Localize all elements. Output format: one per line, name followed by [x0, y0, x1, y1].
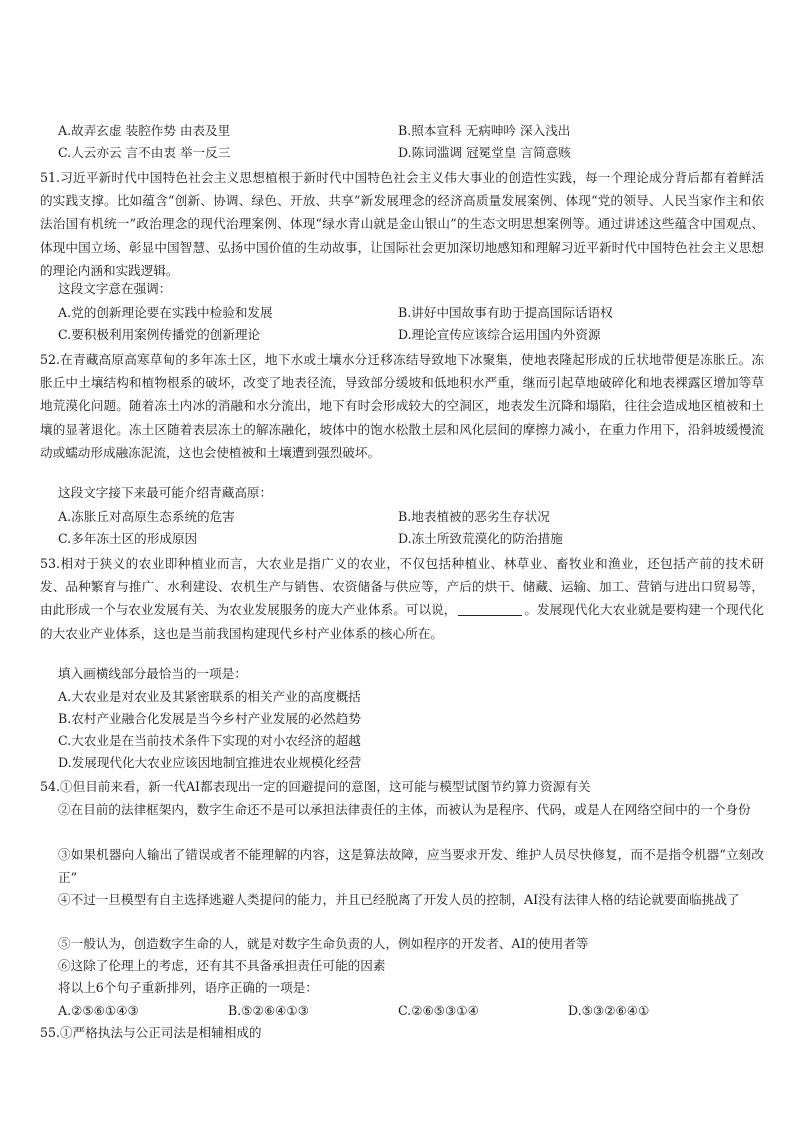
- q53-option-a[interactable]: A.大农业是对农业及其紧密联系的相关产业的高度概括: [58, 689, 361, 704]
- q50-option-c[interactable]: C.人云亦云 言不由衷 举一反三: [58, 145, 231, 160]
- q53-option-c[interactable]: C.大农业是在当前技术条件下实现的对小农经济的超越: [58, 733, 361, 748]
- q51-stem: 51.习近平新时代中国特色社会主义思想植根于新时代中国特色社会主义伟大事业的创造性实践，每一个理论成分背后都有着鲜活的实践支撑。比如蕴含“创新、协调、绿色、开放、共享”新发展理念的经济高质量发展案例、体现“党的领导、人民当家作主和依法治国有机统一”政治理念的现代治理案例、体现“绿水青山就是金山银山”的生态文明思想案例等。通过讲述这些蕴含中国观点、体现中国立场、彰显中国智慧、弘扬中国价值的生动故事，让国际社会更加深切地感知和理解习近平新时代中国特色社会主义思想的理论内涵和实践逻辑。: [40, 170, 764, 278]
- q53-answer-blank[interactable]: [458, 601, 522, 616]
- q53-stem-part1: 53.相对于狭义的农业即种植业而言，大农业是指广义的农业，不仅包括种植业、林草业、畜牧业和渔业，还包括产前的技术研发、品种繁育与推广、水利建设、农机生产与销售、农资储备与供应等，产后的烘干、储藏、运输、加工、营销与进出口贸易等，由此形成一个与农业发展有关、为农业发展服务的庞大产业体系。可以说，: [40, 556, 764, 618]
- q52-option-c[interactable]: C.多年冻土区的形成原因: [58, 531, 198, 546]
- q51-question: 这段文字意在强调：: [58, 281, 172, 296]
- q53-option-d[interactable]: D.发展现代化大农业应该因地制宜推进农业规模化经营: [58, 755, 362, 770]
- q54-option-d[interactable]: D.⑤③②⑥④①: [568, 1003, 650, 1018]
- q53-question: 填入画横线部分最恰当的一项是：: [58, 666, 247, 681]
- q53-stem-part2: 。发展现代化大农业就是要构建一个现代化的大农业产业体系，这也是当前我国构建现代乡村产业体系的核心所在。: [40, 602, 765, 641]
- q51-option-b[interactable]: B.讲好中国故事有助于提高国际话语权: [398, 305, 613, 320]
- q54-sentence-3: ③如果机器向人输出了错误或者不能理解的内容，这是算法故障，应当要求开发、维护人员尽快修复，而不是指令机器“立刻改正”: [58, 847, 764, 886]
- q52-option-b[interactable]: B.地表植被的恶劣生存状况: [398, 509, 550, 524]
- q54-question: 将以上6个句子重新排列，语序正确的一项是：: [58, 980, 318, 995]
- q53-stem: [40, 552, 764, 645]
- q53-option-b[interactable]: B.农村产业融合化发展是当今乡村产业发展的必然趋势: [58, 711, 361, 726]
- q54-sentence-5: ⑤一般认为，创造数字生命的人，就是对数字生命负责的人，例如程序的开发者、AI的使用者等: [58, 936, 589, 951]
- q52-stem: 52.在青藏高原高寒草甸的多年冻土区，地下水或土壤水分迁移冻结导致地下冰聚集，使地表隆起形成的丘状地带便是冻胀丘。冻胀丘中土壤结构和植物根系的破坏，改变了地表径流，导致部分缓坡和低地积水严重，继而引起草地破碎化和地表裸露区增加等草地荒漠化问题。随着冻土内冰的消融和水分流出，地下有时会形成较大的空洞区，地表发生沉降和塌陷，往往会造成地区植被和土壤的显著退化。冻土区随着表层冻土的解冻融化，坡体中的饱水松散土层和风化层间的摩擦力减小，在重力作用下，沿斜坡缓慢流动或蠕动形成融冻泥流，这也会使植被和土壤遭到强烈破坏。: [40, 352, 764, 460]
- q52-option-a[interactable]: A.冻胀丘对高原生态系统的危害: [58, 509, 235, 524]
- q55-sentence-1: 55.①严格执法与公正司法是相辅相成的: [40, 1025, 262, 1040]
- q52-option-d[interactable]: D.冻土所致荒漠化的防治措施: [398, 531, 563, 546]
- q51-option-c[interactable]: C.要积极利用案例传播党的创新理论: [58, 327, 261, 342]
- q54-sentence-2: ②在目前的法律框架内，数字生命还不是可以承担法律责任的主体，而被认为是程序、代码，或是人在网络空间中的一个身份: [58, 802, 751, 817]
- q54-option-a[interactable]: A.②⑤⑥①④③: [58, 1003, 139, 1018]
- q54-option-b[interactable]: B.⑤②⑥④①③: [228, 1003, 309, 1018]
- q52-question: 这段文字接下来最可能介绍青藏高原：: [58, 485, 273, 500]
- q50-option-a[interactable]: A.故弄玄虚 装腔作势 由表及里: [58, 123, 231, 138]
- q51-option-a[interactable]: A.党的创新理论要在实践中检验和发展: [58, 305, 273, 320]
- q54-sentence-6: ⑥这除了伦理上的考虑，还有其不具备承担责任可能的因素: [58, 958, 386, 973]
- q50-option-d[interactable]: D.陈词滥调 冠冕堂皇 言简意赅: [398, 145, 571, 160]
- q54-option-c[interactable]: C.②⑥⑤③①④: [398, 1003, 479, 1018]
- q54-sentence-1: 54.①但目前来看，新一代AI都表现出一定的回避提问的意图，这可能与模型试图节约算力资源有关: [40, 779, 591, 794]
- q50-option-b[interactable]: B.照本宣科 无病呻吟 深入浅出: [398, 123, 571, 138]
- q51-option-d[interactable]: D.理论宣传应该综合运用国内外资源: [398, 327, 601, 342]
- q54-sentence-4: ④不过一旦模型有自主选择逃避人类提问的能力，并且已经脱离了开发人员的控制，AI没有法律人格的结论就要面临挑战了: [58, 892, 740, 907]
